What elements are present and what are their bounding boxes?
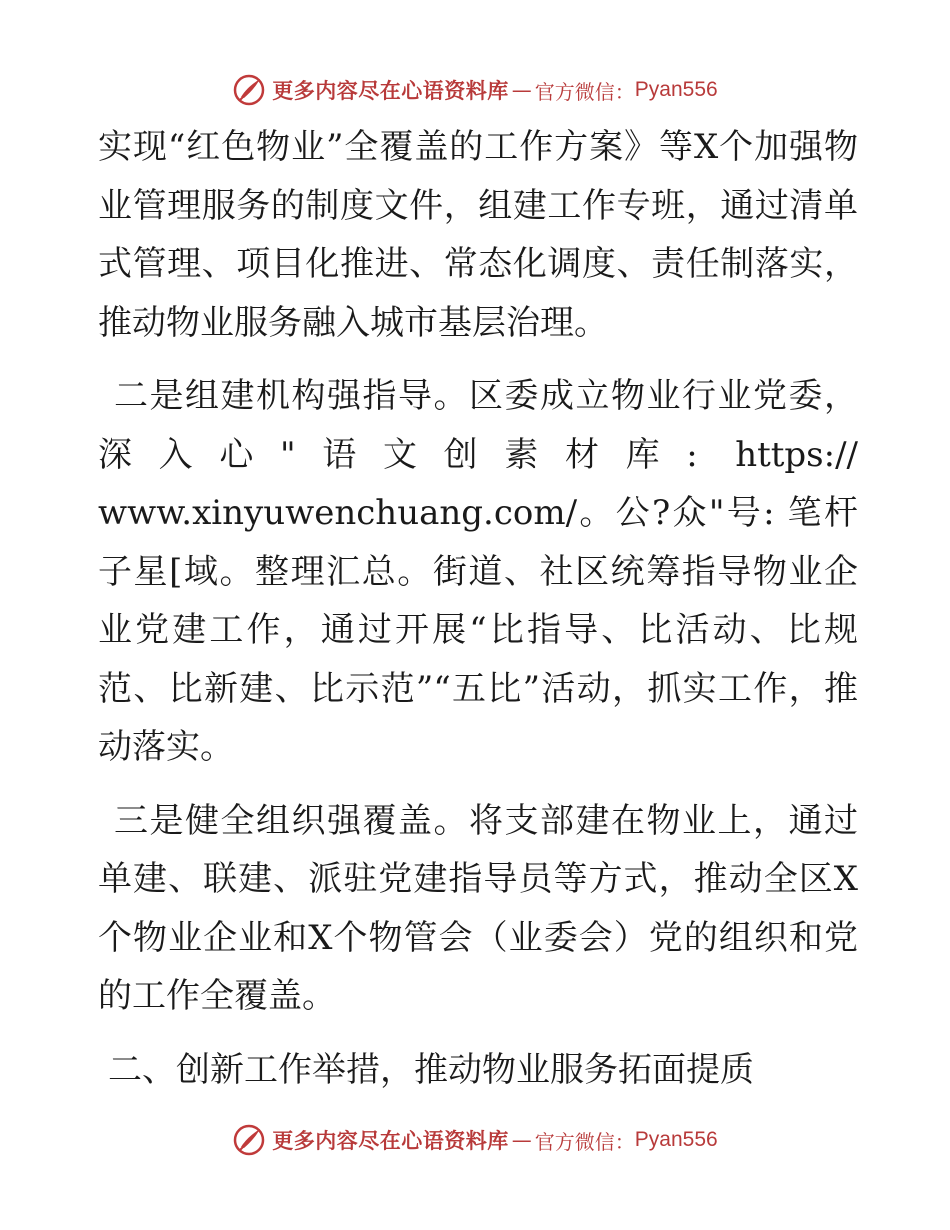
watermark-separator: — — [511, 78, 532, 102]
watermark-wechat-label: 官方微信： — [534, 1129, 635, 1154]
watermark-wechat-id: Pyan556 — [634, 78, 718, 101]
section-heading: 二、创新工作举措，推动物业服务拓面提质 — [108, 1049, 754, 1090]
watermark-lead: 更多内容尽在心语资料库 — [272, 79, 509, 103]
paragraph-continuation: 实现“红色物业”全覆盖的工作方案》等X个加强物业管理服务的制度文件，组建工作专班，通过清单式管理、项目化推进、常态化调度、责任制落实，推动物业服务融入城市基层治理。 — [98, 127, 858, 343]
watermark-footer — [0, 1120, 950, 1160]
quill-logo-icon — [232, 73, 266, 107]
watermark-wechat-id: Pyan556 — [634, 1128, 718, 1151]
quill-logo-icon — [232, 1123, 266, 1157]
watermark-lead: 更多内容尽在心语资料库 — [272, 1129, 509, 1153]
watermark-separator: — — [511, 1128, 532, 1152]
watermark-wechat-label: 官方微信： — [534, 79, 635, 104]
document-body — [98, 118, 858, 1099]
paragraph-organization: 二是组建机构强指导。区委成立物业行业党委，深入心"语文创素材库: https:// www.xinyuwenchuang.com/。公?众"号: 笔杆子星[域。整理汇总。街道、社区统筹指导物业企业党建工作，通过开展“比指导、比活动、比规范、比新建、比示范”“五比”活动，抓实工作，推动落实。 — [98, 376, 858, 767]
watermark-header — [0, 70, 950, 110]
paragraph-coverage: 三是健全组织强覆盖。将支部建在物业上，通过单建、联建、派驻党建指导员等方式，推动全区X个物业企业和X个物管会（业委会）党的组织和党的工作全覆盖。 — [98, 800, 858, 1016]
